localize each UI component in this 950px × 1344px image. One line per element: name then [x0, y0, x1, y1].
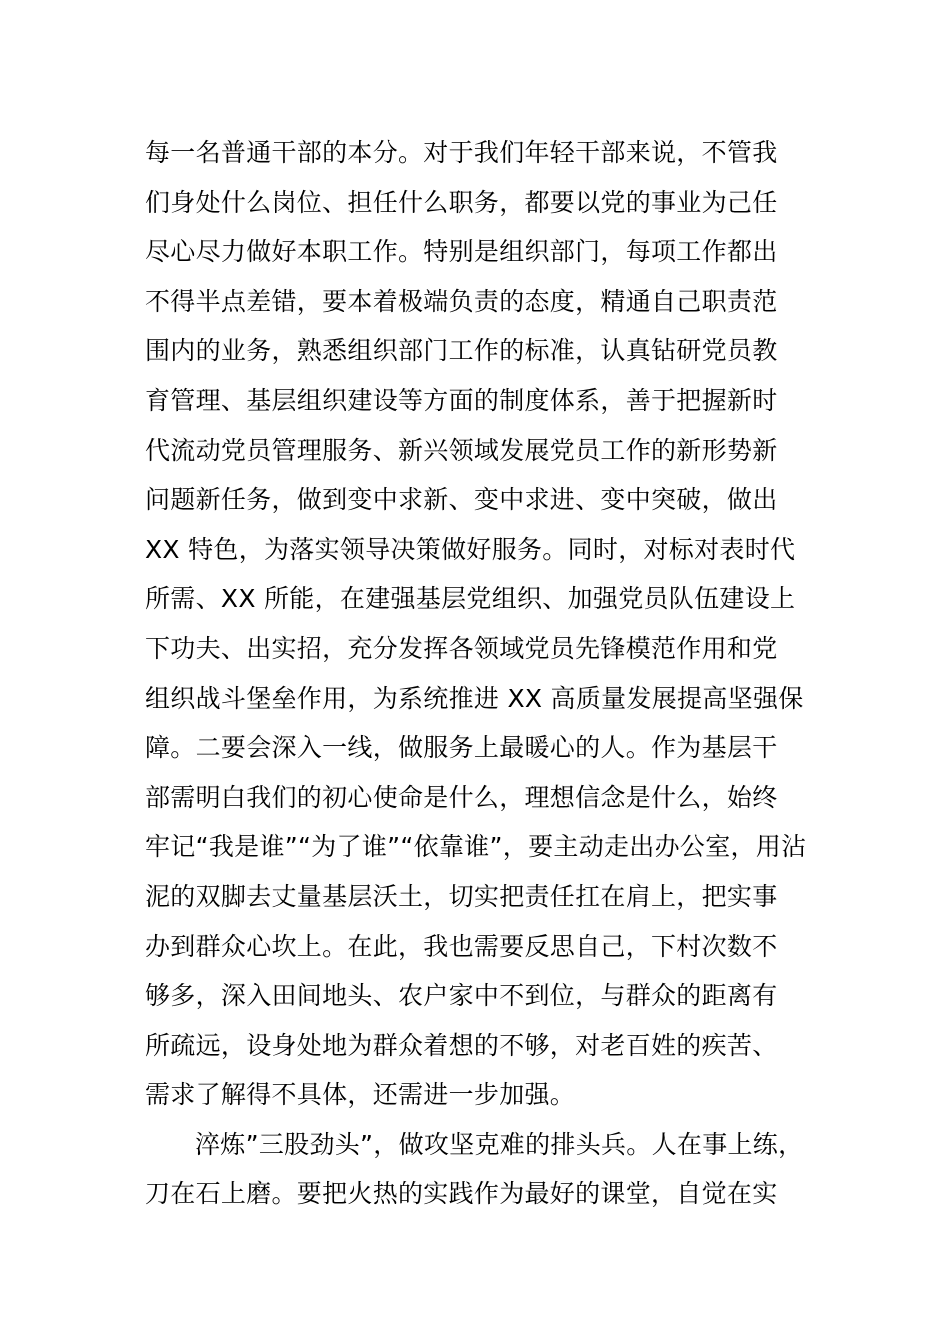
text-line: 尽心尽力做好本职工作。特别是组织部门，每项工作都出: [145, 237, 778, 267]
text-line: 代流动党员管理服务、新兴领域发展党员工作的新形势新: [145, 435, 778, 465]
text-line: 下功夫、出实招，充分发挥各领域党员先锋模范作用和党: [145, 633, 778, 663]
text-line: 围内的业务，熟悉组织部门工作的标准，认真钻研党员教: [145, 336, 778, 366]
text-line: 不得半点差错，要本着极端负责的态度，精通自己职责范: [145, 286, 778, 316]
text-line: 办到群众心坎上。在此，我也需要反思自己，下村次数不: [145, 931, 778, 961]
text-line: 刀在石上磨。要把火热的实践作为最好的课堂，自觉在实: [145, 1179, 778, 1209]
text-line: 育管理、基层组织建设等方面的制度体系，善于把握新时: [145, 385, 778, 415]
text-line: 需求了解得不具体，还需进一步加强。: [145, 1080, 576, 1110]
text-line: 够多，深入田间地头、农户家中不到位，与群众的距离有: [145, 981, 778, 1011]
text-line: 所疏远，设身处地为群众着想的不够，对老百姓的疾苦、: [145, 1030, 778, 1060]
text-line: 所需、XX 所能，在建强基层党组织、加强党员队伍建设上: [145, 584, 796, 614]
text-line: 们身处什么岗位、担任什么职务，都要以党的事业为己任: [145, 187, 778, 217]
text-line: 每一名普通干部的本分。对于我们年轻干部来说，不管我: [145, 138, 778, 167]
text-line: 问题新任务，做到变中求新、变中求进、变中突破，做出: [145, 485, 778, 515]
text-line: 部需明白我们的初心使命是什么，理想信念是什么，始终: [145, 782, 778, 812]
text-line: 泥的双脚去丈量基层沃土，切实把责任扛在肩上，把实事: [145, 881, 778, 911]
text-line: 障。二要会深入一线，做服务上最暖心的人。作为基层干: [145, 733, 778, 763]
body-text: [145, 128, 815, 1219]
text-line: 牢记“我是谁”“为了谁”“依靠谁”，要主动走出办公室，用沾: [145, 832, 807, 862]
text-line: XX 特色，为落实领导决策做好服务。同时，对标对表时代: [145, 534, 796, 564]
text-line: 组织战斗堡垒作用，为系统推进 XX 高质量发展提高坚强保: [145, 683, 804, 713]
paragraph-start-line: 淬炼”三股劲头”，做攻坚克难的排头兵。人在事上练，: [195, 1129, 804, 1159]
